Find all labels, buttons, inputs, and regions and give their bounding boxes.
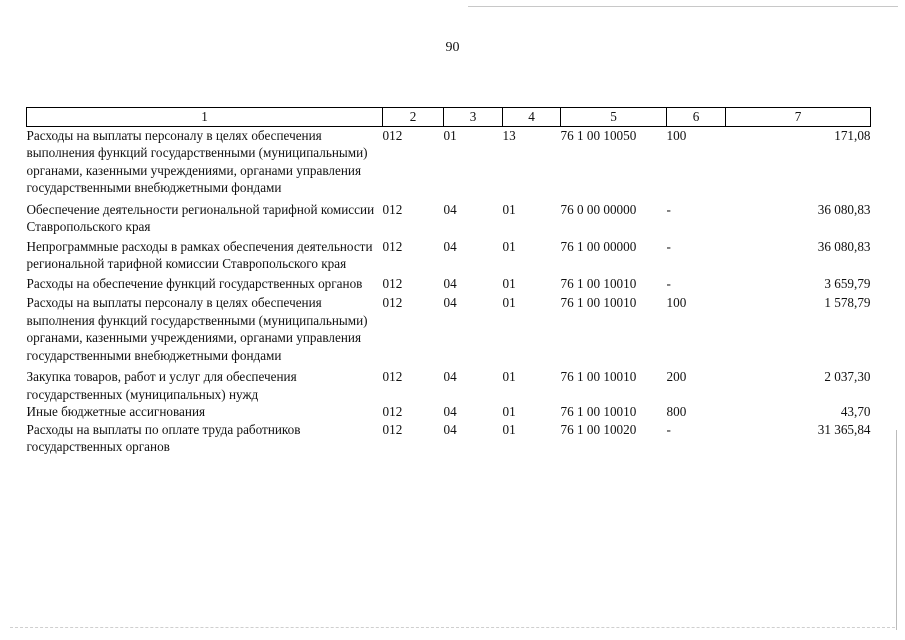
header-row [27, 108, 871, 127]
table-row [27, 197, 871, 236]
row-subsection: 01 [502, 238, 516, 254]
row-ministry: 012 [382, 127, 403, 143]
row-amount: 171,08 [834, 127, 871, 143]
row-amount: 2 037,30 [824, 369, 871, 384]
row-ministry: 012 [382, 369, 403, 384]
row-expense-type: 800 [666, 404, 687, 419]
header-col-2: 2 [383, 108, 444, 127]
row-expense-type: - [666, 275, 671, 291]
row-amount: 36 080,83 [817, 201, 871, 217]
row-section: 04 [443, 421, 457, 437]
row-target: 76 1 00 00000 [560, 238, 637, 254]
row-amount: 1 578,79 [824, 295, 871, 310]
row-section: 04 [443, 369, 457, 384]
row-section: 01 [443, 127, 457, 143]
table-row [27, 126, 871, 197]
header-col-3: 3 [444, 108, 503, 127]
header-col-1: 1 [27, 108, 383, 127]
row-section: 04 [443, 201, 457, 217]
row-ministry: 012 [382, 275, 403, 291]
table-row [27, 273, 871, 293]
row-ministry: 012 [382, 295, 403, 310]
row-name: Расходы на выплаты по оплате труда работников государственных органов [26, 421, 301, 454]
row-ministry: 012 [382, 238, 403, 254]
table-row [27, 421, 871, 456]
row-target: 76 0 00 00000 [560, 201, 637, 217]
row-name: Расходы на обеспечение функций государственных органов [26, 275, 363, 291]
row-expense-type: 200 [666, 369, 687, 384]
row-ministry: 012 [382, 421, 403, 437]
row-subsection: 01 [502, 369, 516, 384]
row-name: Обеспечение деятельности региональной тарифной комиссии Ставропольского края [26, 201, 375, 234]
row-ministry: 012 [382, 404, 403, 419]
table-row [27, 364, 871, 403]
row-name: Иные бюджетные ассигнования [26, 404, 206, 419]
row-amount: 43,70 [840, 404, 871, 419]
row-expense-type: - [666, 421, 671, 437]
row-amount: 31 365,84 [817, 421, 871, 437]
row-name: Расходы на выплаты персоналу в целях обеспечения выполнения функций государственными (муниципальными) органами, казенными учреждениями, органами управления государственными внебюджетными фондами [26, 127, 368, 195]
page-number: 90 [445, 40, 460, 55]
table-row [27, 403, 871, 421]
row-name: Непрограммные расходы в рамках обеспечения деятельности региональной тарифной комиссии Ставропольского края [26, 238, 373, 271]
row-target: 76 1 00 10010 [560, 369, 637, 384]
row-subsection: 01 [502, 404, 516, 419]
row-expense-type: 100 [666, 127, 687, 143]
row-subsection: 13 [502, 127, 516, 143]
row-subsection: 01 [502, 201, 516, 217]
row-target: 76 1 00 10050 [560, 127, 637, 143]
row-amount: 36 080,83 [817, 238, 871, 254]
row-target: 76 1 00 10020 [560, 421, 637, 437]
header-col-7: 7 [726, 108, 871, 127]
row-subsection: 01 [502, 295, 516, 310]
header-col-6: 6 [667, 108, 726, 127]
row-section: 04 [443, 275, 457, 291]
row-target: 76 1 00 10010 [560, 404, 637, 419]
scan-edge-bottom [10, 627, 895, 628]
budget-table [26, 107, 871, 456]
row-ministry: 012 [382, 201, 403, 217]
row-subsection: 01 [502, 275, 516, 291]
row-expense-type: 100 [666, 295, 687, 310]
header-col-4: 4 [503, 108, 561, 127]
row-section: 04 [443, 404, 457, 419]
row-subsection: 01 [502, 421, 516, 437]
row-expense-type: - [666, 238, 671, 254]
row-expense-type: - [666, 201, 671, 217]
row-amount: 3 659,79 [824, 275, 871, 291]
row-target: 76 1 00 10010 [560, 275, 637, 291]
row-section: 04 [443, 238, 457, 254]
row-target: 76 1 00 10010 [560, 295, 637, 310]
scan-edge-top [468, 6, 898, 7]
row-name: Закупка товаров, работ и услуг для обеспечения государственных (муниципальных) нужд [26, 369, 297, 402]
scan-edge-right [896, 430, 897, 630]
table-row [27, 292, 871, 364]
row-section: 04 [443, 295, 457, 310]
table-row [27, 236, 871, 273]
row-name: Расходы на выплаты персоналу в целях обеспечения выполнения функций государственными (муниципальными) органами, казенными учреждениями, органами управления государственными внебюджетными фондами [26, 295, 368, 363]
header-col-5: 5 [561, 108, 667, 127]
